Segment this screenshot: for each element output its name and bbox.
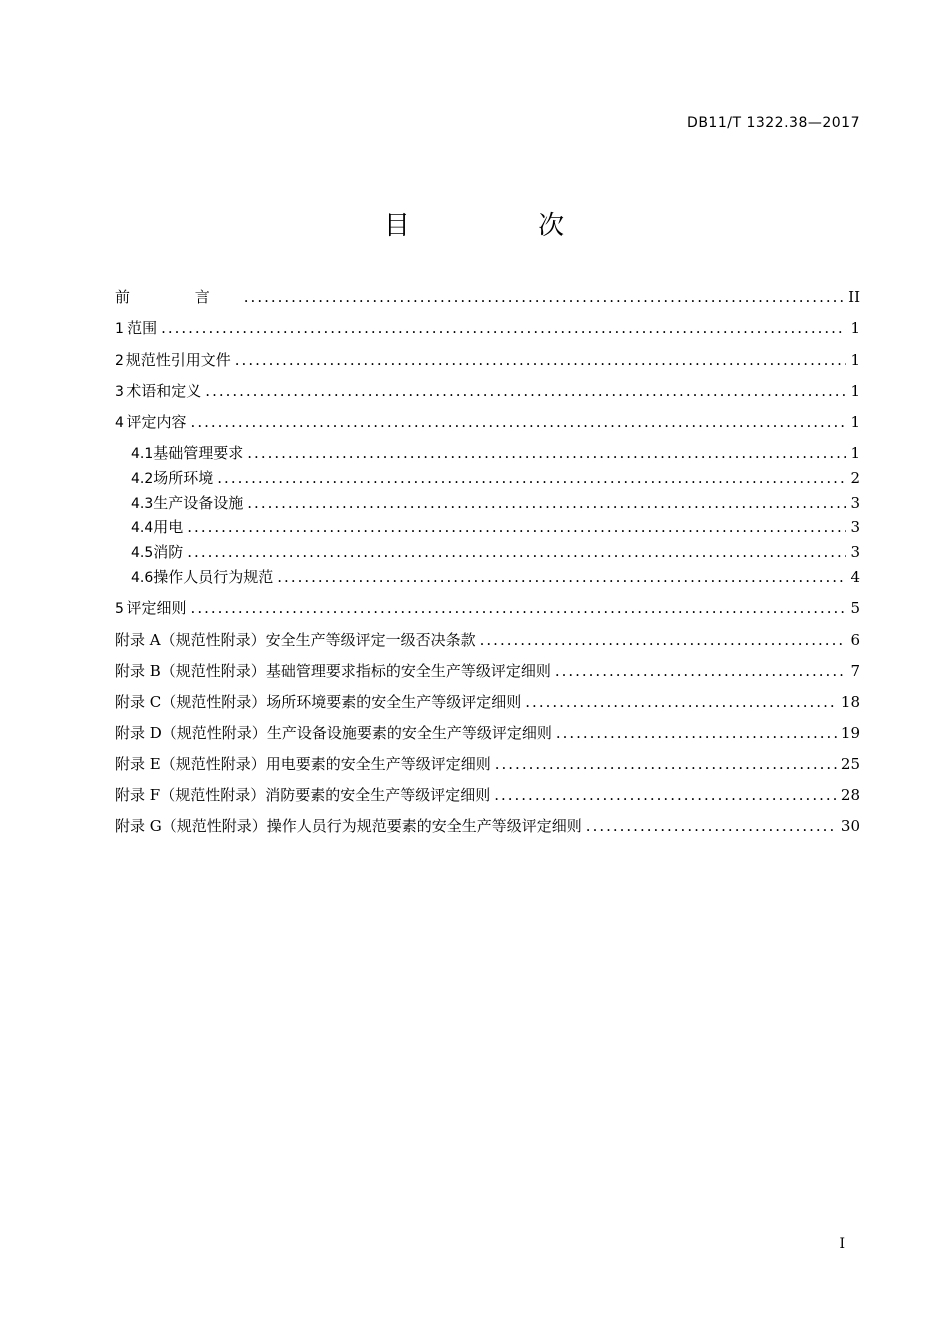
toc-entry-1[interactable]: [115, 316, 860, 340]
toc-entry-label: 范围: [127, 319, 158, 337]
toc-page-number: 3: [850, 518, 860, 536]
toc-entry-label: 评定内容: [126, 413, 187, 431]
toc-entry-foreword[interactable]: [115, 285, 860, 309]
toc-entry-3[interactable]: [115, 379, 860, 403]
toc-page-number: 1: [850, 444, 860, 462]
appendix-type: （规范性附录）: [161, 693, 267, 711]
dot-leader: [555, 659, 847, 683]
dot-leader: [217, 466, 846, 490]
toc-entry-number: 4.1: [131, 446, 154, 462]
appendix-type: （规范性附录）: [160, 786, 266, 804]
toc-page-number: 1: [850, 413, 860, 431]
appendix-title: 操作人员行为规范要素的安全生产等级评定细则: [266, 817, 582, 835]
appendix-title: 基础管理要求指标的安全生产等级评定细则: [265, 662, 551, 680]
toc-page-number: 25: [840, 755, 860, 773]
toc-entry-4-4[interactable]: [115, 515, 860, 539]
dot-leader: [244, 285, 844, 309]
toc-entry-number: 5: [115, 601, 124, 617]
toc-entry-4-2[interactable]: [115, 466, 860, 490]
toc-entry-5[interactable]: [115, 596, 860, 620]
toc-entry-appendix-a[interactable]: [115, 628, 860, 652]
toc-page-number: 1: [850, 351, 860, 369]
toc-entry-4-6[interactable]: [115, 565, 860, 589]
toc-entry-number: 4.4: [131, 520, 154, 536]
dot-leader: [247, 441, 846, 465]
toc-entry-number: 4.3: [131, 496, 154, 512]
footer-page-number: I: [839, 1236, 845, 1252]
toc-entry-label: 基础管理要求: [153, 444, 244, 462]
appendix-label: 附录 D: [115, 724, 162, 742]
toc-page-number: 3: [850, 494, 860, 512]
toc-entry-appendix-c[interactable]: [115, 690, 860, 714]
toc-page-number: 30: [840, 817, 860, 835]
dot-leader: [495, 752, 837, 776]
appendix-label: 附录 E: [115, 755, 161, 773]
toc-entry-4-1[interactable]: [115, 441, 860, 465]
toc-entry-appendix-g[interactable]: [115, 814, 860, 838]
toc-page-number: 1: [850, 382, 860, 400]
toc-entry-number: 4: [115, 415, 124, 431]
toc-entry-number: 3: [115, 384, 124, 400]
appendix-type: （规范性附录）: [160, 755, 266, 773]
dot-leader: [494, 783, 837, 807]
toc-entry-label: 操作人员行为规范: [153, 568, 274, 586]
toc-entry-label: 评定细则: [126, 599, 187, 617]
appendix-type: （规范性附录）: [161, 817, 267, 835]
dot-leader: [161, 316, 846, 340]
appendix-title: 生产设备设施要素的安全生产等级评定细则: [266, 724, 552, 742]
toc-page-number: 3: [850, 543, 860, 561]
toc-entry-number: 4.5: [131, 545, 154, 561]
appendix-type: （规范性附录）: [160, 631, 266, 649]
toc-page-number: 5: [850, 599, 860, 617]
toc-entry-appendix-f[interactable]: [115, 783, 860, 807]
dot-leader: [556, 721, 837, 745]
toc-page-number: 7: [850, 662, 860, 680]
toc-entry-appendix-e[interactable]: [115, 752, 860, 776]
page-title: 目 次: [383, 211, 625, 241]
toc-entry-appendix-b[interactable]: [115, 659, 860, 683]
toc-entry-appendix-d[interactable]: [115, 721, 860, 745]
dot-leader: [187, 515, 846, 539]
toc-entry-2[interactable]: [115, 348, 860, 372]
toc-page-number: 19: [840, 724, 860, 742]
dot-leader: [191, 596, 847, 620]
toc-page-number: II: [848, 288, 860, 306]
dot-leader: [586, 814, 837, 838]
appendix-label: 附录 F: [115, 786, 161, 804]
appendix-title: 用电要素的安全生产等级评定细则: [265, 755, 491, 773]
appendix-label: 附录 C: [115, 693, 162, 711]
toc-entry-number: 4.6: [131, 570, 154, 586]
appendix-label: 附录 A: [115, 631, 161, 649]
toc-page-number: 28: [840, 786, 860, 804]
toc-page-number: 4: [850, 568, 860, 586]
appendix-type: （规范性附录）: [161, 724, 267, 742]
appendix-type: （规范性附录）: [160, 662, 266, 680]
toc-entry-label: 规范性引用文件: [125, 351, 231, 369]
toc-entry-number: 1: [115, 321, 124, 337]
toc-entry-label: 场所环境: [153, 469, 214, 487]
toc-entry-4-3[interactable]: [115, 491, 860, 515]
dot-leader: [277, 565, 846, 589]
appendix-title: 安全生产等级评定一级否决条款: [265, 631, 476, 649]
toc-entry-label: 前 言: [115, 288, 240, 306]
toc-page-number: 2: [850, 469, 860, 487]
document-code: DB11/T 1322.38—2017: [687, 115, 860, 131]
toc-page-number: 1: [850, 319, 860, 337]
dot-leader: [247, 491, 846, 515]
toc-entry-label: 术语和定义: [126, 382, 202, 400]
toc-entry-4-5[interactable]: [115, 540, 860, 564]
toc-page-number: 18: [840, 693, 860, 711]
appendix-title: 场所环境要素的安全生产等级评定细则: [266, 693, 522, 711]
toc-entry-label: 消防: [153, 543, 184, 561]
dot-leader: [480, 628, 847, 652]
dot-leader: [525, 690, 837, 714]
toc-entry-label: 生产设备设施: [153, 494, 244, 512]
toc-page-number: 6: [850, 631, 860, 649]
toc-entry-number: 2: [115, 353, 124, 369]
toc-entry-label: 用电: [153, 518, 184, 536]
toc-entry-4[interactable]: [115, 410, 860, 434]
toc-entry-number: 4.2: [131, 471, 154, 487]
dot-leader: [235, 348, 847, 372]
dot-leader: [187, 540, 846, 564]
appendix-label: 附录 G: [115, 817, 162, 835]
dot-leader: [191, 410, 847, 434]
appendix-label: 附录 B: [115, 662, 161, 680]
appendix-title: 消防要素的安全生产等级评定细则: [265, 786, 491, 804]
dot-leader: [205, 379, 846, 403]
